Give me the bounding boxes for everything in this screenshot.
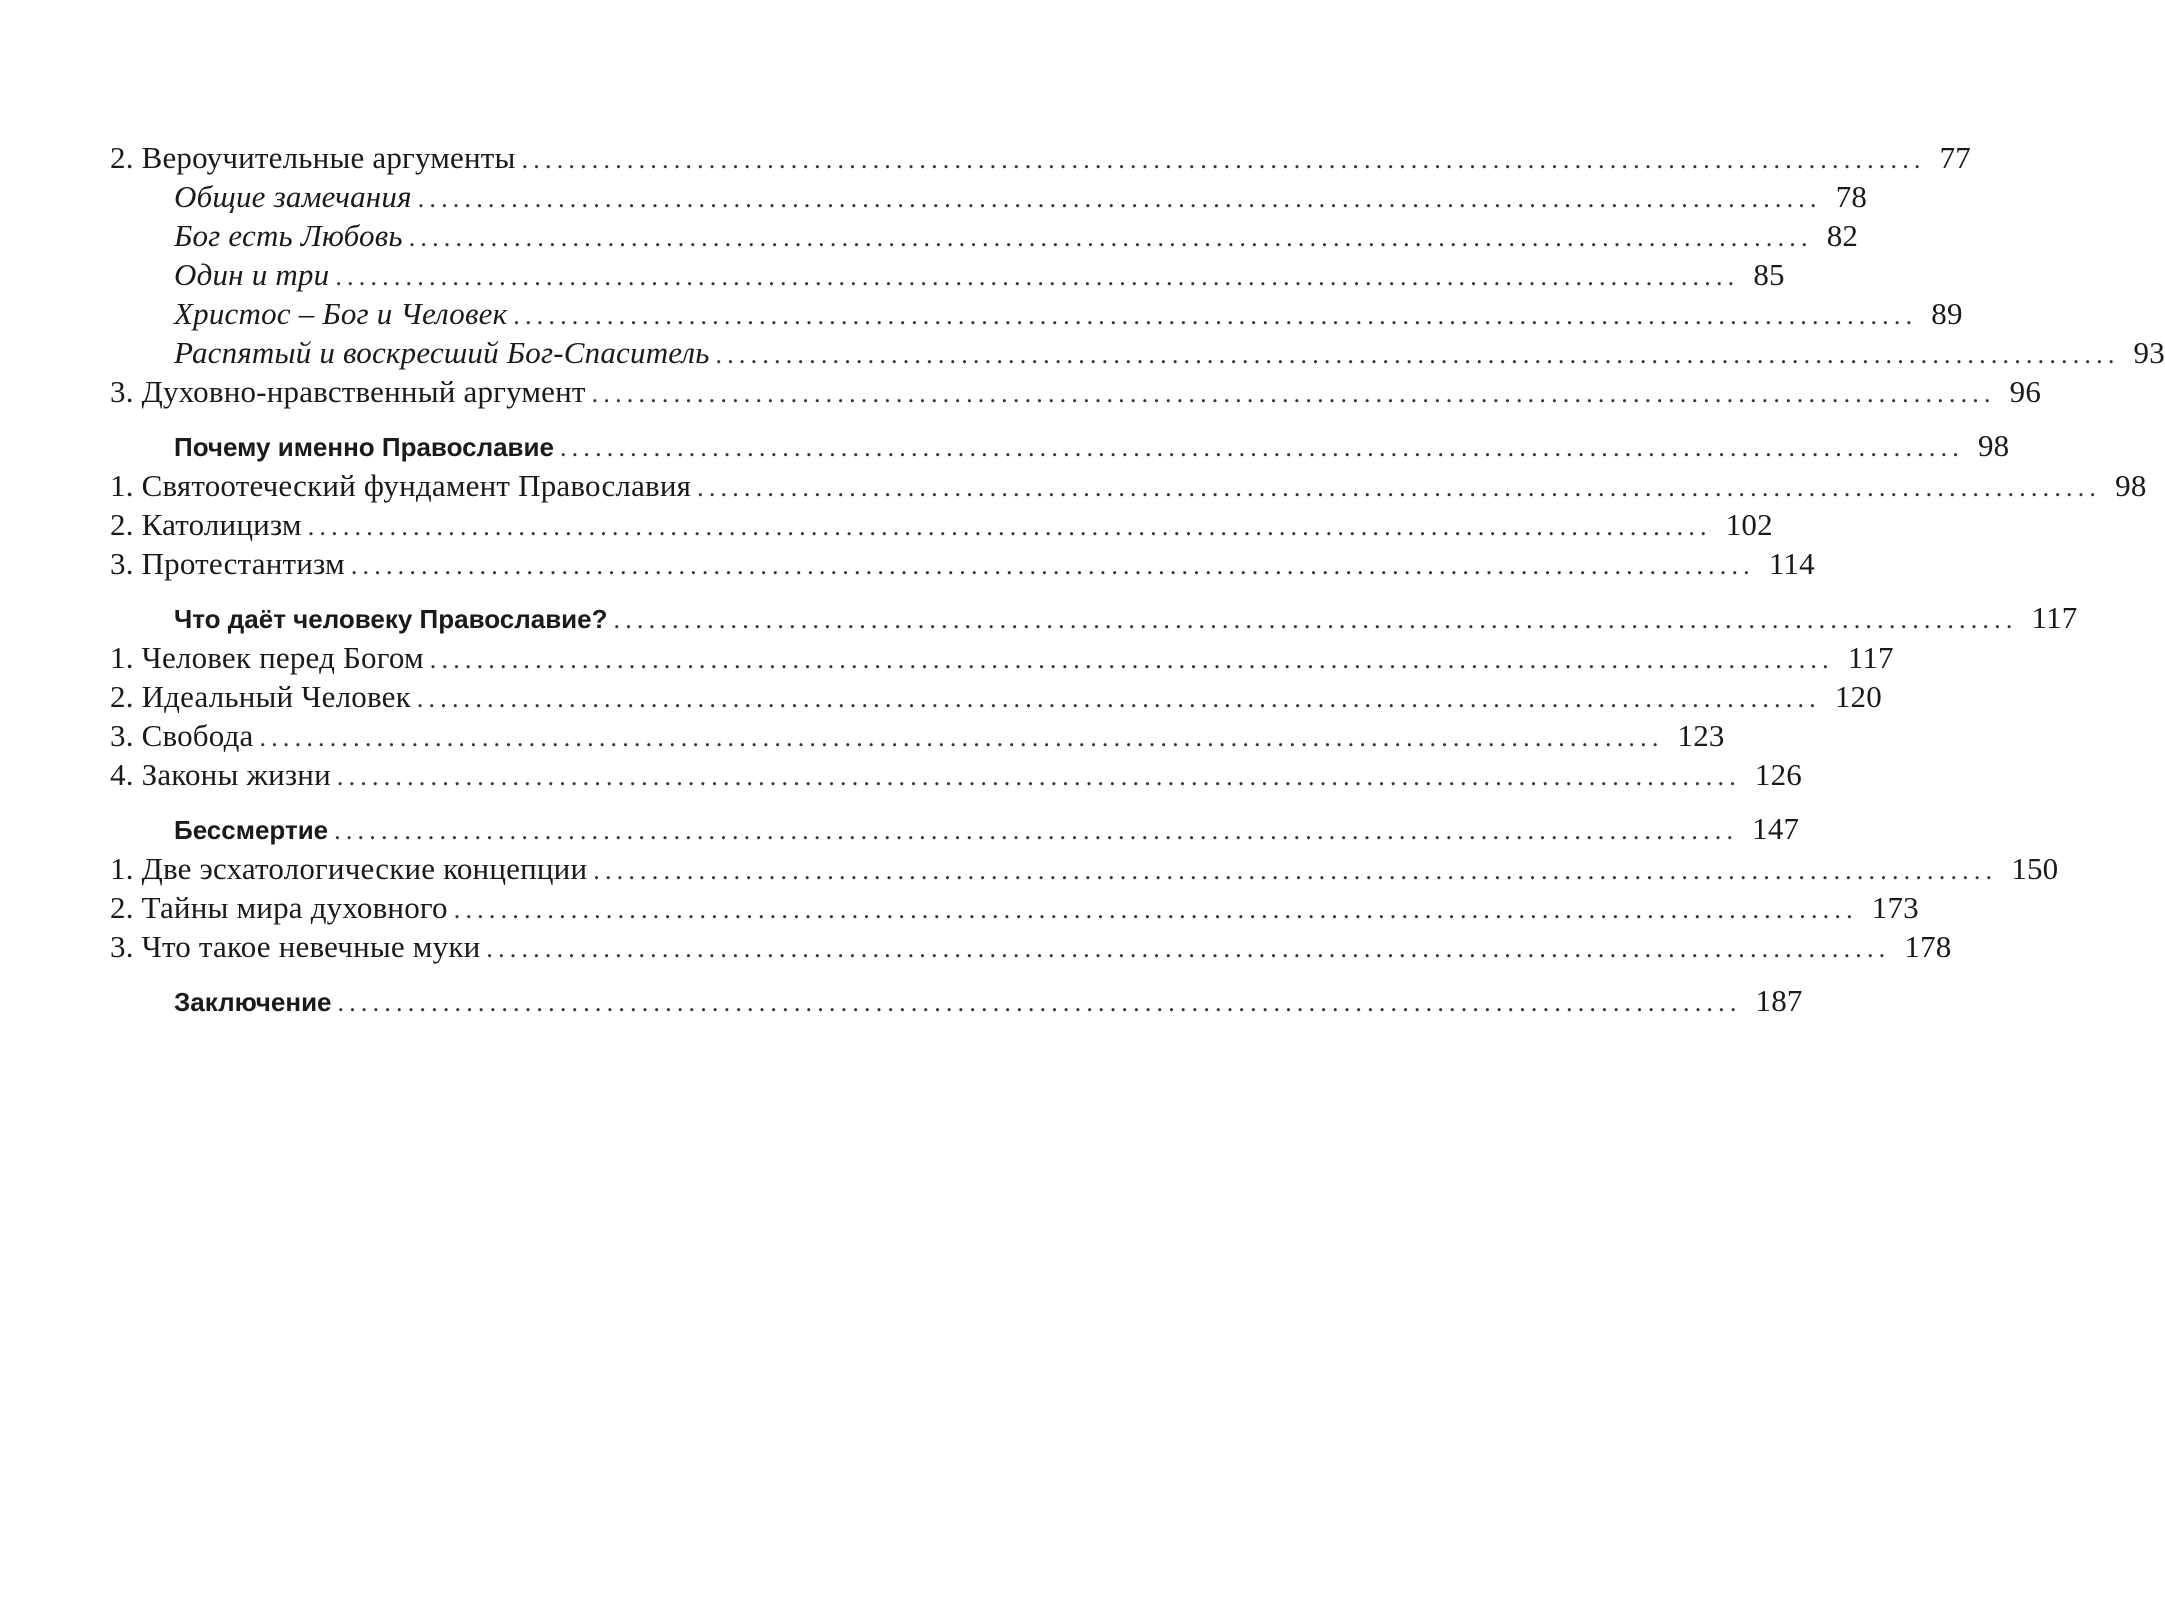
toc-section-heading[interactable] <box>110 980 1803 1021</box>
section-gap <box>110 794 882 808</box>
toc-title: Общие замечания <box>174 179 412 214</box>
dot-leader: ........................................................................................................................ <box>715 340 2120 369</box>
toc-entry[interactable] <box>110 372 2042 411</box>
toc-subentry[interactable] <box>110 294 1963 333</box>
dot-leader: ........................................................................................................................ <box>559 433 1964 462</box>
dot-leader: ........................................................................................................................ <box>307 512 1712 541</box>
toc-title: Почему именно Православие <box>174 432 554 462</box>
toc-entry[interactable] <box>110 755 1802 794</box>
toc-entry[interactable] <box>110 138 1971 177</box>
toc-page-number: 78 <box>1835 179 1868 214</box>
toc-title: Христос – Бог и Человек <box>174 296 508 331</box>
toc-entry[interactable] <box>110 544 1815 583</box>
toc-entry[interactable] <box>110 466 2147 505</box>
dot-leader: ........................................................................................................................ <box>513 301 1918 330</box>
dot-leader: ........................................................................................................................ <box>336 762 1741 791</box>
dot-leader: ........................................................................................................................ <box>453 895 1858 924</box>
toc-section-heading[interactable] <box>110 597 2078 638</box>
toc-title: 2. Тайны мира духовного <box>110 890 448 925</box>
dot-leader: ........................................................................................................................ <box>613 605 2018 634</box>
toc-page-number: 85 <box>1753 257 1785 292</box>
toc-page-number: 98 <box>2115 468 2147 503</box>
toc-page-number: 89 <box>1931 296 1963 331</box>
toc-subentry[interactable] <box>110 255 1785 294</box>
toc-page-number: 173 <box>1871 890 1919 925</box>
dot-leader: ........................................................................................................................ <box>350 551 1755 580</box>
toc-entry[interactable] <box>110 888 1919 927</box>
toc-page-number: 117 <box>1847 640 1894 675</box>
toc-page-number: 126 <box>1754 757 1802 792</box>
toc-title: Распятый и воскресший Бог-Спаситель <box>174 335 710 370</box>
section-gap <box>110 966 882 980</box>
toc-subentry[interactable] <box>110 333 2165 372</box>
dot-leader: ........................................................................................................................ <box>697 473 2102 502</box>
toc-title: 3. Протестантизм <box>110 546 345 581</box>
toc-title: Бессмертие <box>174 815 329 845</box>
toc-page-number: 123 <box>1677 718 1725 753</box>
toc-subentry[interactable] <box>110 216 1859 255</box>
toc-page-number: 96 <box>2009 374 2042 409</box>
toc-page-number: 114 <box>1768 546 1815 581</box>
toc-page-number: 187 <box>1755 983 1803 1018</box>
table-of-contents <box>110 138 2165 1021</box>
toc-title: 1. Святоотеческий фундамент Православия <box>110 468 692 503</box>
dot-leader: ........................................................................................................................ <box>335 262 1740 291</box>
toc-title: 3. Духовно-нравственный аргумент <box>110 374 586 409</box>
toc-entry[interactable] <box>110 677 1882 716</box>
section-gap <box>110 411 882 425</box>
toc-title: Заключение <box>174 987 332 1017</box>
toc-page-number: 178 <box>1904 929 1952 964</box>
dot-leader: ........................................................................................................................ <box>486 934 1891 963</box>
dot-leader: ........................................................................................................................ <box>591 379 1996 408</box>
toc-title: 1. Человек перед Богом <box>110 640 424 675</box>
dot-leader: ........................................................................................................................ <box>521 145 1926 174</box>
dot-leader: ........................................................................................................................ <box>337 988 1742 1017</box>
dot-leader: ........................................................................................................................ <box>417 184 1822 213</box>
toc-page-number: 102 <box>1725 507 1773 542</box>
toc-entry[interactable] <box>110 927 1952 966</box>
toc-title: Что даёт человеку Православие? <box>174 604 608 634</box>
toc-page-number: 82 <box>1826 218 1859 253</box>
toc-page-number: 117 <box>2031 600 2078 635</box>
toc-entry[interactable] <box>110 716 1725 755</box>
toc-page-number: 147 <box>1752 811 1800 846</box>
toc-title: 3. Свобода <box>110 718 254 753</box>
toc-subentry[interactable] <box>110 177 1868 216</box>
toc-entry[interactable] <box>110 505 1773 544</box>
dot-leader: ........................................................................................................................ <box>259 723 1664 752</box>
dot-leader: ........................................................................................................................ <box>593 856 1998 885</box>
toc-title: 2. Идеальный Человек <box>110 679 411 714</box>
dot-leader: ........................................................................................................................ <box>416 684 1821 713</box>
toc-title: Бог есть Любовь <box>174 218 403 253</box>
section-gap <box>110 583 882 597</box>
dot-leader: ........................................................................................................................ <box>334 816 1739 845</box>
toc-section-heading[interactable] <box>110 808 1800 849</box>
toc-title: 1. Две эсхатологические концепции <box>110 851 588 886</box>
dot-leader: ........................................................................................................................ <box>408 223 1813 252</box>
toc-page-number: 150 <box>2011 851 2059 886</box>
toc-page-number: 120 <box>1834 679 1882 714</box>
dot-leader: ........................................................................................................................ <box>429 645 1834 674</box>
toc-entry[interactable] <box>110 638 1894 677</box>
toc-title: Один и три <box>174 257 330 292</box>
toc-page-number: 77 <box>1939 140 1971 175</box>
toc-title: 2. Вероучительные аргументы <box>110 140 516 175</box>
toc-title: 4. Законы жизни <box>110 757 331 792</box>
toc-title: 3. Что такое невечные муки <box>110 929 481 964</box>
toc-section-heading[interactable] <box>110 425 2010 466</box>
toc-page-number: 98 <box>1977 428 2010 463</box>
toc-title: 2. Католицизм <box>110 507 302 542</box>
toc-entry[interactable] <box>110 849 2059 888</box>
toc-page-number: 93 <box>2133 335 2165 370</box>
